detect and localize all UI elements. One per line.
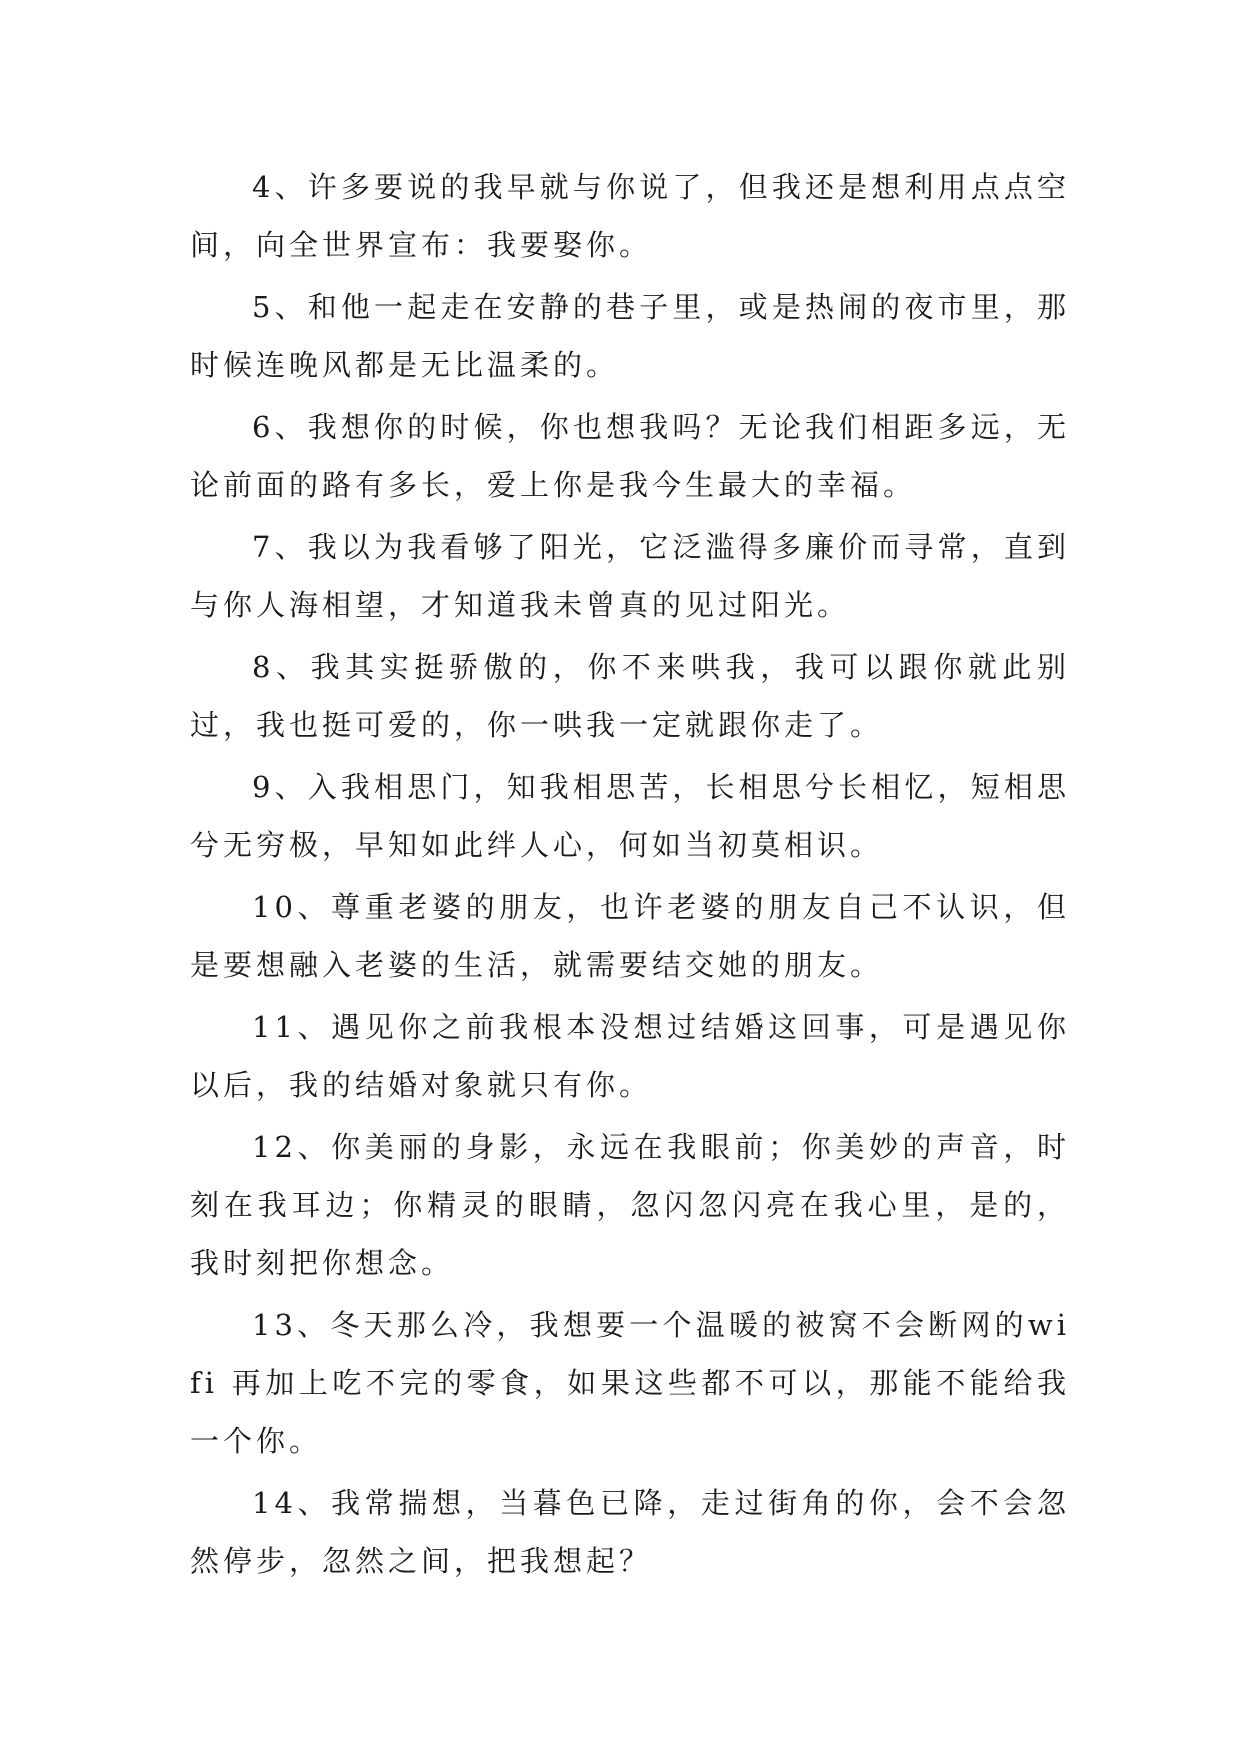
paragraph-7: 7、我以为我看够了阳光，它泛滥得多廉价而寻常，直到与你人海相望，才知道我未曾真的见过阳光。 — [190, 530, 1070, 622]
paragraph-9: 9、入我相思门，知我相思苦，长相思兮长相忆，短相思兮无穷极，早知如此绊人心，何如当初莫相识。 — [190, 770, 1070, 862]
paragraph-10: 10、尊重老婆的朋友，也许老婆的朋友自己不认识，但是要想融入老婆的生活，就需要结交她的朋友。 — [190, 890, 1070, 982]
paragraph-5: 5、和他一起走在安静的巷子里，或是热闹的夜市里，那时候连晚风都是无比温柔的。 — [190, 290, 1070, 382]
paragraph-6: 6、我想你的时候，你也想我吗？无论我们相距多远，无论前面的路有多长，爱上你是我今生最大的幸福。 — [190, 410, 1070, 502]
paragraph-14: 14、我常揣想，当暮色已降，走过街角的你，会不会忽然停步，忽然之间，把我想起？ — [190, 1486, 1070, 1578]
paragraph-13: 13、冬天那么冷，我想要一个温暖的被窝不会断网的wifi 再加上吃不完的零食，如果这些都不可以，那能不能给我一个你。 — [190, 1308, 1070, 1458]
paragraph-11: 11、遇见你之前我根本没想过结婚这回事，可是遇见你以后，我的结婚对象就只有你。 — [190, 1010, 1070, 1102]
paragraph-8: 8、我其实挺骄傲的，你不来哄我，我可以跟你就此别过，我也挺可爱的，你一哄我一定就跟你走了。 — [190, 650, 1070, 742]
paragraph-4: 4、许多要说的我早就与你说了，但我还是想利用点点空间，向全世界宣布：我要娶你。 — [190, 170, 1070, 262]
document-body — [190, 158, 1070, 1594]
paragraph-12: 12、你美丽的身影，永远在我眼前；你美妙的声音，时刻在我耳边；你精灵的眼睛，忽闪忽闪亮在我心里，是的，我时刻把你想念。 — [190, 1130, 1070, 1280]
